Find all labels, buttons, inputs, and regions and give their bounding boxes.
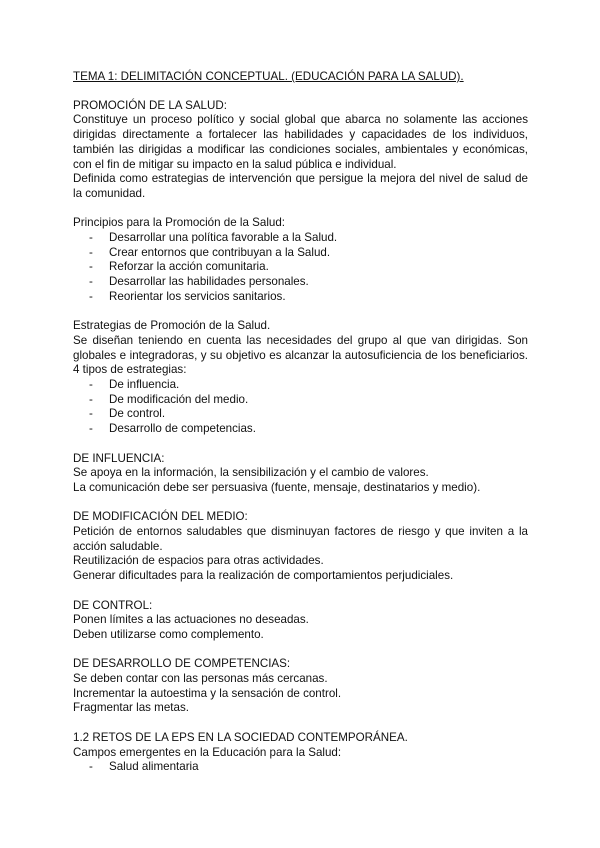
bullet-list xyxy=(73,760,528,775)
list-item: - Reorientar los servicios sanitarios. xyxy=(73,290,528,305)
text-line: Incrementar la autoestima y la sensación de control. xyxy=(73,686,342,700)
text-line: Generar dificultades para la realización de comportamientos perjudiciales. xyxy=(73,569,454,583)
section-heading: 1.2 RETOS DE LA EPS EN LA SOCIEDAD CONTEMPORÁNEA. xyxy=(73,730,408,744)
list-item: - Salud alimentaria xyxy=(73,760,528,775)
text-line: Deben utilizarse como complemento. xyxy=(73,627,264,641)
section-heading: DE CONTROL: xyxy=(73,598,153,612)
paragraph: Se diseñan teniendo en cuenta las necesidades del grupo al que van dirigidas. Son globales e integradoras, y su objetivo es alcanzar la autosuficiencia de los beneficiarios. 4 tipos de estrategias: xyxy=(73,333,528,377)
section-heading: DE DESARROLLO DE COMPETENCIAS: xyxy=(73,657,291,671)
text-line: Se deben contar con las personas más cercanas. xyxy=(73,672,328,686)
bullet-list xyxy=(73,378,528,437)
document-title: TEMA 1: DELIMITACIÓN CONCEPTUAL. (EDUCACIÓN PARA LA SALUD). xyxy=(73,70,464,83)
text-line: Reutilización de espacios para otras actividades. xyxy=(73,554,324,568)
section-heading: Principios para la Promoción de la Salud: xyxy=(73,216,286,230)
list-item: - Crear entornos que contribuyan a la Salud. xyxy=(73,246,528,261)
section-competencias xyxy=(73,657,528,716)
section-retos xyxy=(73,731,528,775)
document-page xyxy=(73,70,528,790)
section-modificacion xyxy=(73,510,528,584)
bullet-list xyxy=(73,231,528,305)
section-control xyxy=(73,599,528,643)
section-influencia xyxy=(73,452,528,496)
section-heading: DE MODIFICACIÓN DEL MEDIO: xyxy=(73,510,248,524)
list-item: - De influencia. xyxy=(73,378,528,393)
text-line: Fragmentar las metas. xyxy=(73,701,189,715)
list-item: - Desarrollo de competencias. xyxy=(73,422,528,437)
section-heading: Estrategias de Promoción de la Salud. xyxy=(73,319,271,333)
section-heading: PROMOCIÓN DE LA SALUD: xyxy=(73,98,227,112)
text-line: Se apoya en la información, la sensibilización y el cambio de valores. xyxy=(73,466,429,480)
paragraph: Constituye un proceso político y social global que abarca no solamente las acciones dirigidas directamente a fortalecer las habilidades y capacidades de los individuos, también las dirigidas a modificar las condiciones sociales, ambientales y económicas, con el fin de mitigar su impacto en la salud pública e individual. xyxy=(73,113,528,171)
text-line: La comunicación debe ser persuasiva (fuente, mensaje, destinatarios y medio). xyxy=(73,480,481,494)
section-principios xyxy=(73,216,528,304)
list-item: - De control. xyxy=(73,407,528,422)
section-promocion xyxy=(73,99,528,202)
text-line: Ponen límites a las actuaciones no deseadas. xyxy=(73,613,309,627)
section-estrategias xyxy=(73,319,528,437)
list-item: - Reforzar la acción comunitaria. xyxy=(73,260,528,275)
list-item: - De modificación del medio. xyxy=(73,393,528,408)
paragraph: Campos emergentes en la Educación para la Salud: xyxy=(73,745,342,759)
paragraph: Definida como estrategias de intervención que persigue la mejora del nivel de salud de la comunidad. xyxy=(73,172,528,200)
list-item: - Desarrollar las habilidades personales. xyxy=(73,275,528,290)
text-line: Petición de entornos saludables que disminuyan factores de riesgo y que inviten a la acción saludable. xyxy=(73,525,528,553)
section-heading: DE INFLUENCIA: xyxy=(73,451,165,465)
list-item: - Desarrollar una política favorable a la Salud. xyxy=(73,231,528,246)
